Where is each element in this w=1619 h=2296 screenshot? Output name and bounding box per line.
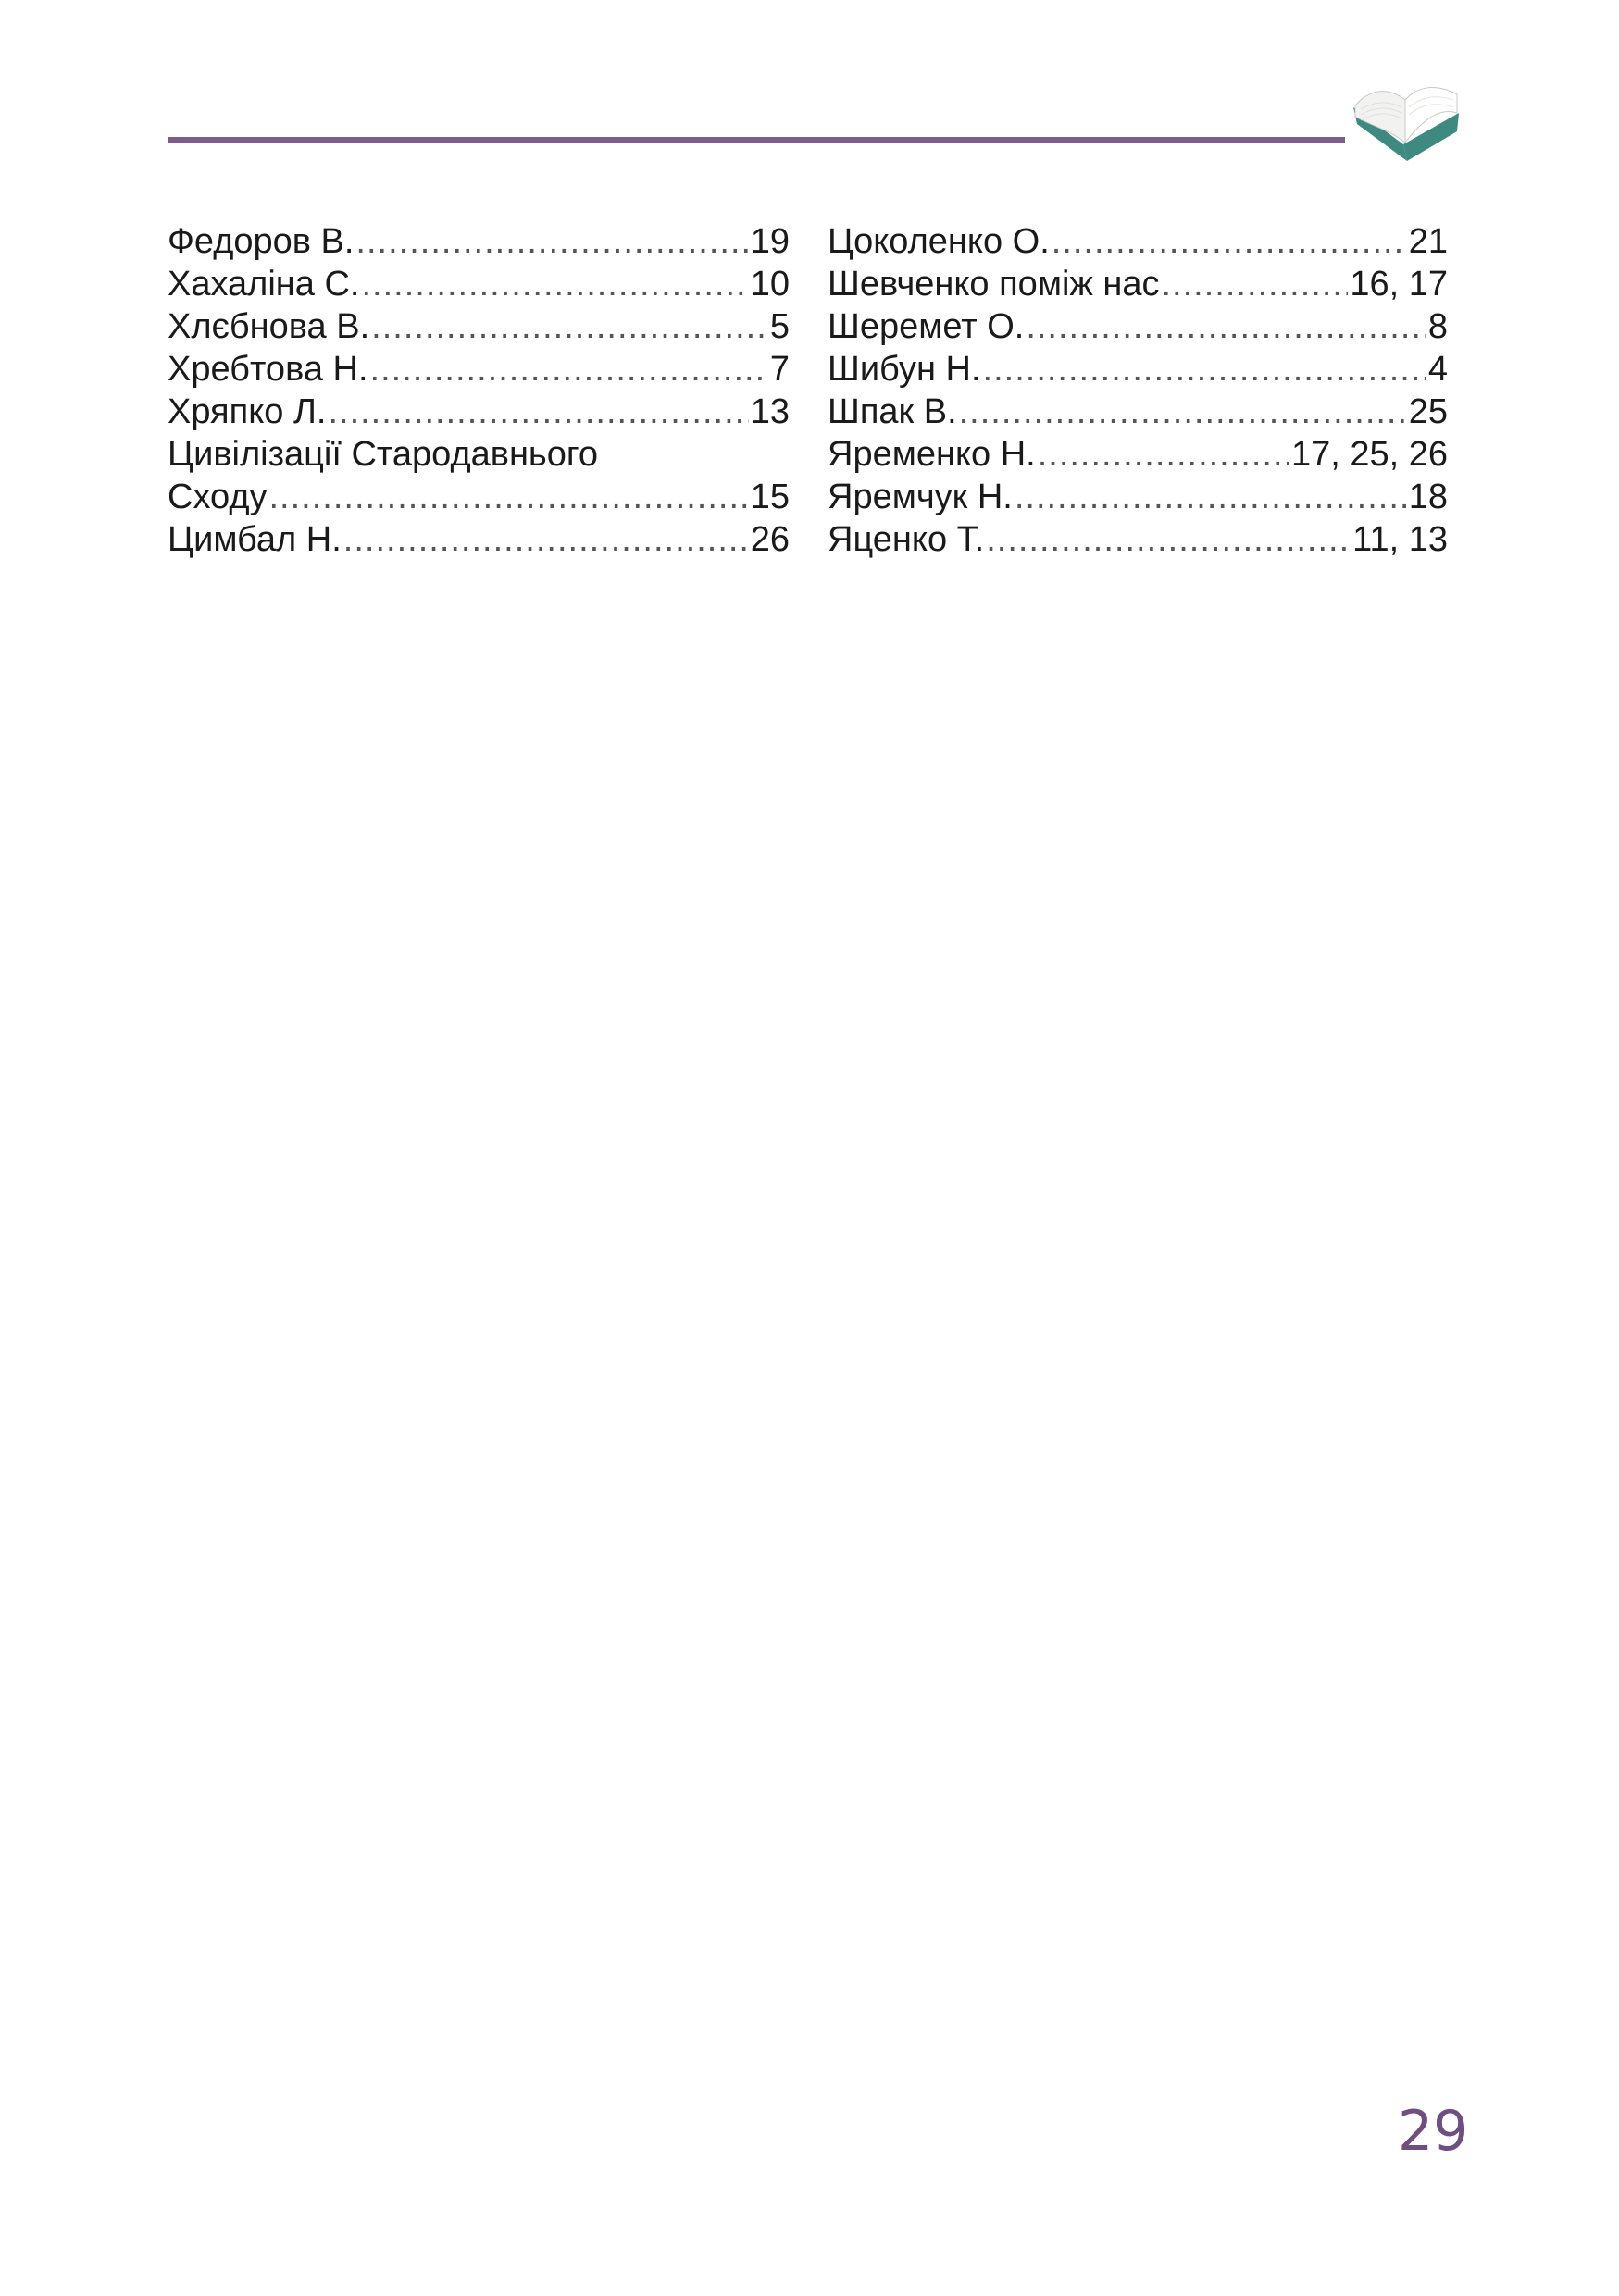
index-column-right bbox=[828, 220, 1448, 561]
entry-name: Хлєбнова В. bbox=[168, 307, 370, 346]
dot-leader bbox=[371, 305, 768, 348]
index-entry bbox=[168, 518, 790, 561]
entry-name: Шибун Н. bbox=[828, 350, 981, 389]
index-entry bbox=[168, 305, 790, 348]
index-entry bbox=[828, 305, 1448, 348]
index-entry bbox=[828, 476, 1448, 518]
index-column-left bbox=[168, 220, 790, 561]
entry-name: Цоколенко О. bbox=[828, 222, 1050, 261]
entry-name: Шевченко поміж нас bbox=[828, 265, 1160, 304]
entry-page: 19 bbox=[750, 222, 790, 261]
open-book-icon bbox=[1350, 80, 1461, 165]
dot-leader bbox=[983, 348, 1426, 391]
entry-page: 17, 25, 26 bbox=[1290, 435, 1448, 474]
dot-leader bbox=[328, 391, 748, 433]
entry-page: 10 bbox=[750, 265, 790, 304]
entry-name: Сходу bbox=[168, 478, 268, 516]
index-entry bbox=[168, 476, 790, 518]
index-entry bbox=[828, 348, 1448, 391]
entry-page: 4 bbox=[1427, 350, 1448, 389]
entry-page: 21 bbox=[1408, 222, 1448, 261]
entry-name: Хребтова Н. bbox=[168, 350, 368, 389]
entry-page: 7 bbox=[769, 350, 790, 389]
entry-page: 25 bbox=[1408, 392, 1448, 431]
index-entry bbox=[828, 518, 1448, 561]
dot-leader bbox=[269, 476, 749, 518]
index-entry bbox=[168, 220, 790, 263]
dot-leader bbox=[959, 391, 1407, 433]
entry-name: Яременко Н. bbox=[828, 435, 1036, 474]
entry-name: Хахаліна С. bbox=[168, 265, 360, 304]
entry-page: 5 bbox=[769, 307, 790, 346]
index-entry bbox=[828, 263, 1448, 305]
entry-page: 8 bbox=[1427, 307, 1448, 346]
entry-page: 15 bbox=[750, 478, 790, 516]
entry-page: 16, 17 bbox=[1350, 265, 1448, 304]
index-entry bbox=[168, 263, 790, 305]
dot-leader bbox=[1161, 263, 1348, 305]
entry-page: 26 bbox=[750, 520, 790, 559]
dot-leader bbox=[1015, 476, 1407, 518]
entry-page: 11, 13 bbox=[1352, 520, 1448, 559]
index-entry bbox=[168, 348, 790, 391]
entry-page: 18 bbox=[1408, 478, 1448, 516]
entry-name: Яценко Т. bbox=[828, 520, 985, 559]
index-entry bbox=[828, 433, 1448, 476]
index-entry bbox=[168, 391, 790, 433]
dot-leader bbox=[1038, 433, 1289, 476]
entry-name: Шеремет О. bbox=[828, 307, 1025, 346]
entry-name: Федоров В. bbox=[168, 222, 355, 261]
index-entry bbox=[828, 220, 1448, 263]
entry-name: Хряпко Л. bbox=[168, 392, 327, 431]
entry-name-first-line: Цивілізації Стародавнього bbox=[168, 435, 599, 474]
index-entry bbox=[828, 391, 1448, 433]
dot-leader bbox=[986, 518, 1351, 561]
entry-name: Шпак В. bbox=[828, 392, 957, 431]
dot-leader bbox=[355, 220, 748, 263]
entry-name: Цимбал Н. bbox=[168, 520, 342, 559]
dot-leader bbox=[361, 263, 748, 305]
dot-leader bbox=[1026, 305, 1426, 348]
dot-leader bbox=[1052, 220, 1407, 263]
entry-page: 13 bbox=[750, 392, 790, 431]
page-number: 29 bbox=[1398, 2099, 1469, 2164]
entry-name: Яремчук Н. bbox=[828, 478, 1013, 516]
dot-leader bbox=[343, 518, 749, 561]
dot-leader bbox=[370, 348, 768, 391]
header-rule bbox=[168, 137, 1345, 143]
